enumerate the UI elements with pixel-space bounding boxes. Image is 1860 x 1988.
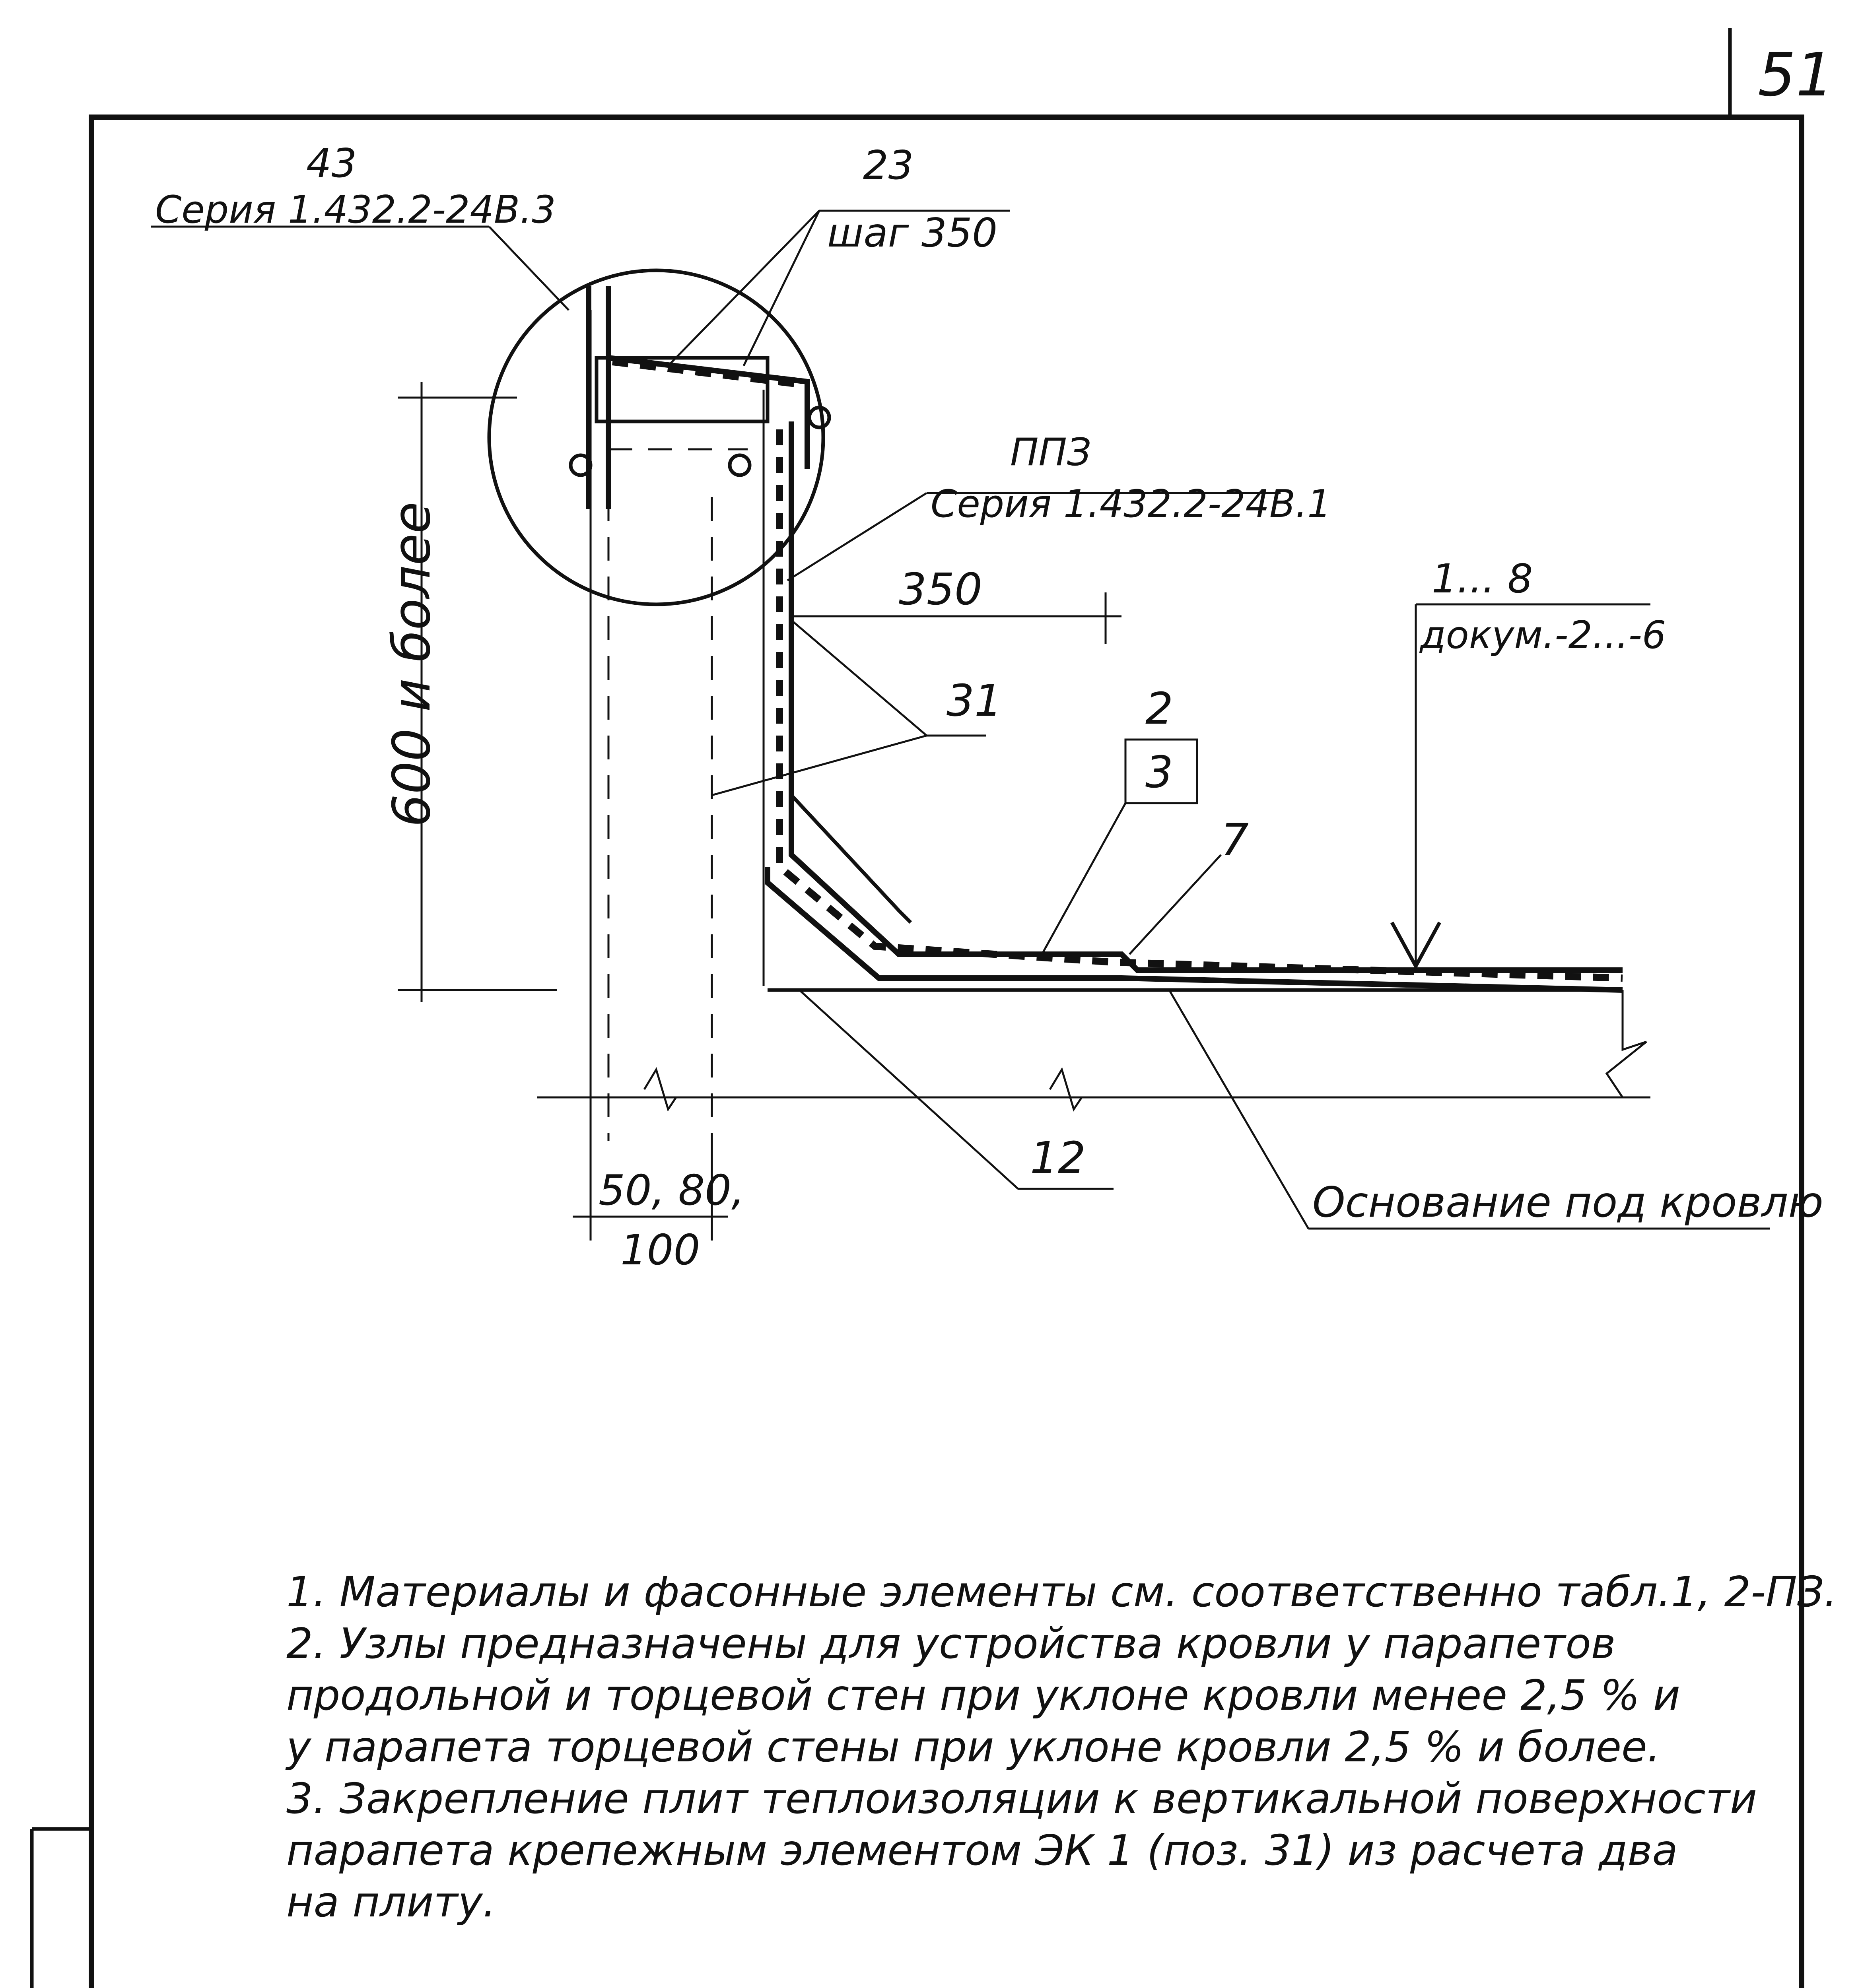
parapet-node-drawing [151,140,1823,1274]
leader-23a [668,211,819,366]
callout-1-8-text: докум.-2...-6 [1420,613,1666,657]
page-number: 51 [1758,41,1834,110]
note-line: 2. Узлы предназначены для устройства кровли у парапетов [286,1619,1616,1668]
dim-100: 100 [620,1226,700,1274]
detail-circle [489,270,823,604]
callout-43-number: 43 [306,140,357,186]
insulation-bevel [791,795,911,922]
leader-12 [799,990,1018,1189]
dim-350: 350 [899,564,982,615]
leader-31b [712,736,927,795]
callout-12: 12 [1030,1132,1086,1183]
leader-23b [744,211,819,366]
break-line [1607,990,1646,1097]
note-line: у парапета торцевой стены при уклоне кровли 2,5 % и более. [286,1723,1661,1771]
callout-1-8-number: 1... 8 [1432,555,1533,602]
callout-ppz-series: Серия 1.432.2-24В.1 [931,482,1331,526]
callout-43-series: Серия 1.432.2-24В.3 [155,188,556,232]
callout-ppz-number: ППЗ [1010,431,1091,474]
break-mark [1050,1070,1082,1109]
leader-43 [489,227,569,310]
base-label: Основание под кровлю [1312,1178,1823,1227]
notes [285,1568,1837,1926]
note-line: 3. Закрепление плит теплоизоляции к вертикальной поверхности [286,1774,1757,1823]
note-line: на плиту. [286,1878,496,1926]
leader-2 [1042,803,1125,954]
break-mark [644,1070,676,1109]
callout-31: 31 [947,675,1002,726]
callout-2: 2 [1145,683,1173,734]
leader-base [1169,990,1308,1229]
callout-23-number: 23 [863,142,914,188]
height-dimension: 600 и более [381,501,442,827]
note-line: 1. Материалы и фасонные элементы см. соответственно табл.1, 2-ПЗ. [286,1568,1837,1616]
bolt-icon [730,455,750,475]
leader-31a [791,620,927,736]
note-line: парапета крепежным элементом ЭК 1 (поз. 31) из расчета два [286,1826,1678,1875]
callout-23-text: шаг 350 [827,210,997,256]
leader-7 [1129,855,1221,954]
dim-50-80: 50, 80, [599,1166,745,1215]
callout-3: 3 [1145,747,1173,798]
note-line: продольной и торцевой стен при уклоне кровли менее 2,5 % и [286,1671,1681,1720]
callout-7: 7 [1221,814,1249,865]
